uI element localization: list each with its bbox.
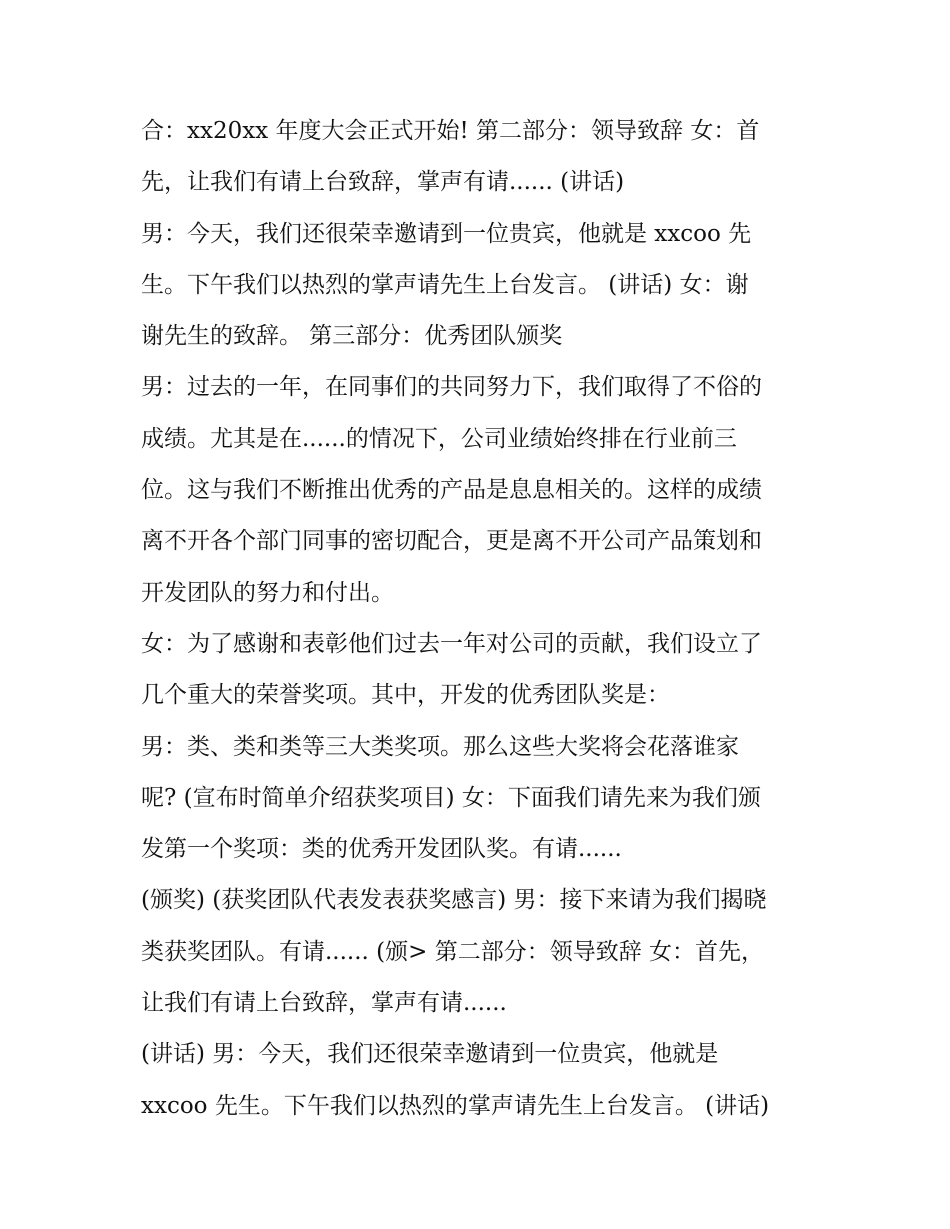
text-line: (讲话) 男：今天，我们还很荣幸邀请到一位贵宾，他就是 xyxy=(141,1041,719,1068)
text-line: 合：xx20xx 年度大会正式开始! 第二部分：领导致辞 女：首 xyxy=(141,118,760,144)
text-line: (颁奖) (获奖团队代表发表获奖感言) 男：接下来请为我们揭晓 xyxy=(141,887,767,914)
text-line: 男：类、类和类等三大类奖项。那么这些大奖将会花落谁家 xyxy=(141,733,739,760)
text-line: 开发团队的努力和付出。 xyxy=(141,579,394,606)
text-line: 几个重大的荣誉奖项。其中，开发的优秀团队奖是： xyxy=(141,682,670,709)
text-line: 男：今天，我们还很荣幸邀请到一位贵宾，他就是 xxcoo 先 xyxy=(141,220,752,247)
text-line: 呢? (宣布时简单介绍获奖项目) 女：下面我们请先来为我们颁 xyxy=(141,784,761,811)
text-line: xxcoo 先生。下午我们以热烈的掌声请先生上台发言。 (讲话) xyxy=(141,1092,770,1119)
text-line: 类获奖团队。有请...... (颁> 第二部分：领导致辞 女：首先， xyxy=(141,938,765,965)
document-body xyxy=(141,106,841,1132)
text-line: 先，让我们有请上台致辞，掌声有请...... (讲话) xyxy=(141,169,625,196)
text-line: 谢先生的致辞。 第三部分：优秀团队颁奖 xyxy=(141,323,563,350)
text-line: 成绩。尤其是在......的情况下，公司业绩始终排在行业前三 xyxy=(141,425,737,452)
text-line: 发第一个奖项：类的优秀开发团队奖。有请...... xyxy=(141,836,622,863)
text-line: 位。这与我们不断推出优秀的产品是息息相关的。这样的成绩 xyxy=(141,477,762,504)
text-line: 离不开各个部门同事的密切配合，更是离不开公司产品策划和 xyxy=(141,528,762,555)
text-line: 男：过去的一年，在同事们的共同努力下，我们取得了不俗的 xyxy=(141,374,762,401)
text-line: 让我们有请上台致辞，掌声有请...... xyxy=(141,990,507,1017)
text-line: 生。下午我们以热烈的掌声请先生上台发言。 (讲话) 女：谢 xyxy=(141,271,749,298)
text-line: 女：为了感谢和表彰他们过去一年对公司的贡献，我们设立了 xyxy=(141,630,762,657)
